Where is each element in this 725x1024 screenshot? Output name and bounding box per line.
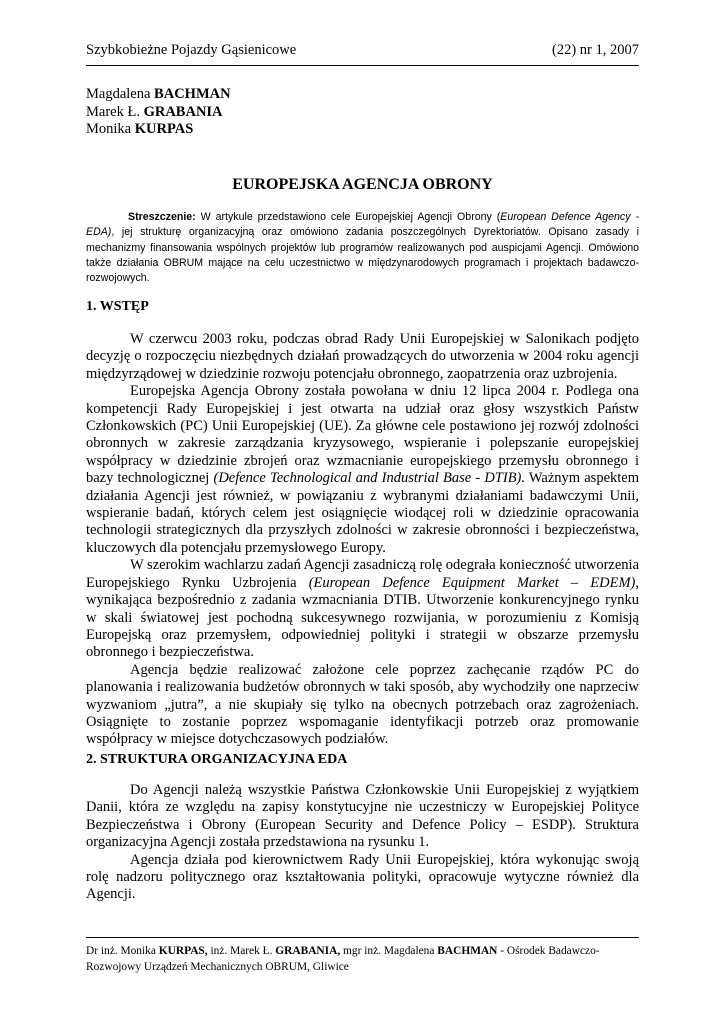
paragraph: Europejska Agencja Obrony została powołana w dniu 12 lipca 2004 r. Podlega ona kompetencji Rady Europejskiej i jest otwarta na udział oraz głosy wszystkich Państw Członkowskich (PC) Unii Europejskiej (UE). Za główne cele postawiono jej rozwój zdolności obronnych w zakresie zarządzania kryzysowego, wspieranie i polepszanie europejskiej współpracy w dziedzinie zbrojeń oraz wzmacnianie europejskiego przemysłu obronnego i bazy technologicznej (Defence Technological and Industrial Base - DTIB). Ważnym aspektem działania Agencji jest również, w powiązaniu z wybranymi działaniami badawczymi Unii, wspieranie badań, których celem jest osiągnięcie wiodącej roli w dziedzinie opracowania technologii strategicznych dla przyszłych zdolności w zakresie obronności i bezpieczeństwa, kluczowych dla potencjału przemysłowego Europy.	[86, 383, 639, 556]
section-1-body	[86, 331, 639, 749]
footnote-rule	[86, 937, 639, 938]
section-heading: 2. STRUKTURA ORGANIZACYJNA EDA	[86, 752, 348, 767]
journal-name: Szybkobieżne Pojazdy Gąsienicowe	[86, 42, 297, 58]
abstract-label: Streszczenie:	[128, 211, 196, 223]
paragraph: Agencja działa pod kierownictwem Rady Unii Europejskiej, która wykonując swoją rolę nadzoru politycznego oraz kształtowania polityki, opracowuje wytyczne również dla Agencji.	[86, 851, 639, 903]
author: Marek Ł. GRABANIA	[86, 103, 223, 120]
author-affiliation-footnote: Dr inż. Monika KURPAS, inż. Marek Ł. GRABANIA, mgr inż. Magdalena BACHMAN - Ośrodek Badawczo-Rozwojowy Urządzeń Mechanicznych OBRUM, Gliwice	[86, 945, 600, 973]
paragraph: Agencja będzie realizować założone cele poprzez zachęcanie rządów PC do planowania i realizowania budżetów obronnych w taki sposób, aby wychodziły one naprzeciw wyzwaniom „jutra”, a nie skupiały się tylko na obecnych potrzebach oraz zagrożeniach. Osiągnięte to zostanie poprzez wspomaganie identyfikacji potrzeb oraz promowanie współpracy w miejsce dotychczasowych podziałów.	[86, 661, 639, 748]
section-heading: 1. WSTĘP	[86, 299, 149, 314]
header-rule	[86, 65, 639, 66]
paper-title: EUROPEJSKA AGENCJA OBRONY	[232, 176, 493, 193]
abstract: Streszczenie: W artykule przedstawiono cele Europejskiej Agencji Obrony (European Defence Agency - EDA), jej strukturę organizacyjną oraz omówiono zadania poszczególnych Dyrektoriatów. Opisano zasady i mechanizmy finansowania wspólnych projektów lub programów realizowanych pod auspicjami Agencji. Omówiono także działania OBRUM mające na celu uczestnictwo w międzynarodowych programach i projektach badawczo-rozwojowych.	[86, 211, 639, 285]
issue-number: (22) nr 1, 2007	[552, 42, 639, 58]
paragraph: W szerokim wachlarzu zadań Agencji zasadniczą rolę odegrała konieczność utworzenia Europejskiego Rynku Uzbrojenia (European Defence Equipment Market – EDEM), wynikająca bezpośrednio z zadania wzmacniania DTIB. Utworzenie konkurencyjnego rynku w skali światowej jest pochodną sukcesywnego rozwijania, w porozumieniu z Komisją Europejską oraz przemysłem, odpowiedniej polityki i strategii w obszarze przemysłu obronnego i bezpieczeństwa.	[86, 557, 640, 661]
section-2-body	[86, 782, 639, 904]
author-list	[86, 86, 231, 139]
paragraph: Do Agencji należą wszystkie Państwa Członkowskie Unii Europejskiej z wyjątkiem Danii, która ze względu na zapisy konstytucyjne nie uczestniczy w Europejskiej Polityce Bezpieczeństwa i Obrony (European Security and Defence Policy – ESDP). Struktura organizacyjna Agencji została przedstawiona na rysunku 1.	[86, 782, 639, 851]
author: Magdalena BACHMAN	[86, 86, 231, 102]
paragraph: W czerwcu 2003 roku, podczas obrad Rady Unii Europejskiej w Salonikach podjęto decyzję o rozpoczęciu niezbędnych działań prowadzących do utworzenia w 2004 roku agencji międzyrządowej w dziedzinie rozwoju potencjału obronnego, zaopatrzenia oraz uzbrojenia.	[86, 331, 639, 382]
author: Monika KURPAS	[86, 121, 194, 137]
